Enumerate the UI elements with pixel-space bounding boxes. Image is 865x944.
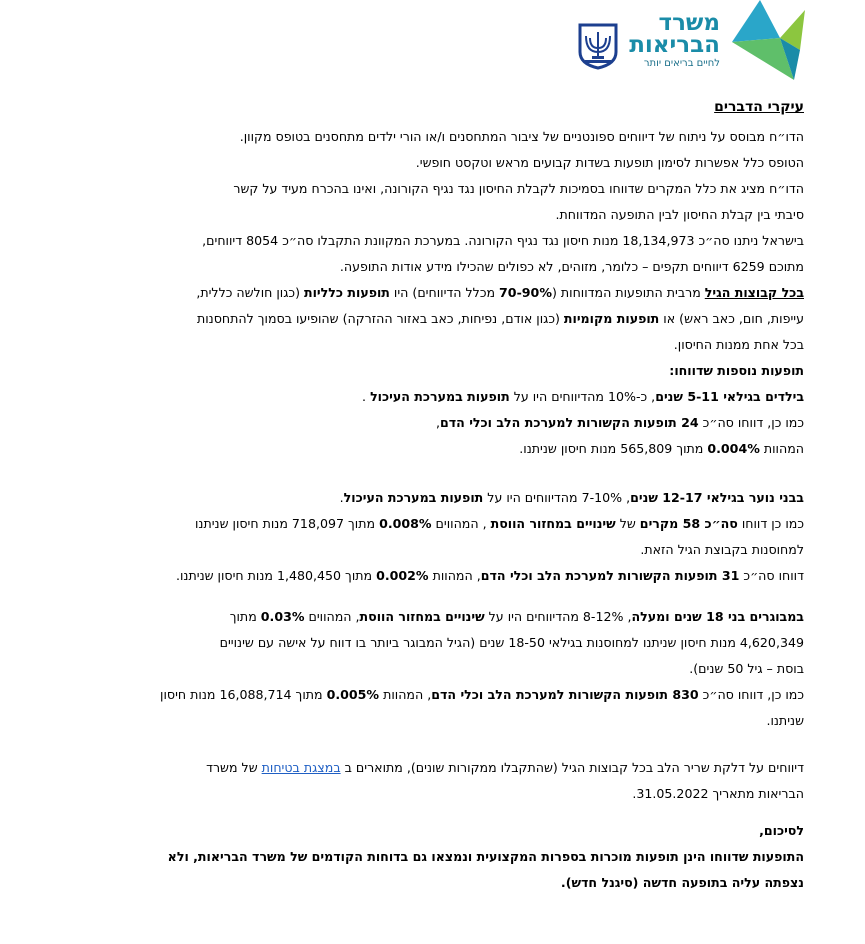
page-title: עיקרי הדברים <box>714 99 804 115</box>
paragraph-line: בישראל ניתנו סה״כ 18,134,973 מנות חיסון נגד נגיף הקורונה. במערכת המקוונת התקבלו סה״כ 8054 דיווחים, <box>202 233 804 248</box>
myocarditis-section <box>80 755 804 807</box>
paragraph-line: בכל אחת ממנות החיסון. <box>673 337 804 352</box>
paragraph-line: דיווחים על דלקת שריר הלב בכל קבוצות הגיל (שהתקבלו ממקורות שונים), מתוארים ב במצגת בטיחות של משרד <box>206 760 804 775</box>
ministry-name-line2: הבריאות <box>629 32 720 58</box>
ministry-logo-graphic-icon <box>720 0 805 86</box>
paragraph-line: הדו״ח מבוסס על ניתוח של דיווחים ספונטניים של ציבור המתחסנים ו/או הורי ילדים מתחסנים בטופס מקוון. <box>239 129 804 144</box>
teen-section <box>80 485 804 589</box>
paragraph-line: בילדים בגילאי 5-11 שנים, כ-10% מהדיווחים היו על תופעות במערכת העיכול . <box>362 389 804 404</box>
paragraph-line: עייפות, חום, כאב ראש) או תופעות מקומיות (כגון אודם, נפיחות, כאב באזור ההזרקה) שהופיעו בסמוך להתחסנות <box>196 311 804 326</box>
paragraph-line: במבוגרים בני 18 שנים ומעלה, 8-12% מהדיווחים היו על שינויים במחזור הווסת, המהווים 0.03% מתוך <box>229 609 804 624</box>
ministry-name-line1: משרד <box>658 10 720 36</box>
paragraph-line: למחוסנות בקבוצת הגיל הזאת. <box>640 542 804 557</box>
paragraph-line: כמו כן, דווחו סה״כ 24 תופעות הקשורות למערכת הלב וכלי הדם, <box>435 415 804 430</box>
ministry-tagline: לחיים בריאים יותר <box>643 58 720 69</box>
summary-heading: לסיכום, <box>759 823 804 838</box>
paragraph-line: הטופס כלל אפשרות לסימון תופעות בשדות קבועים מראש וטקסט חופשי. <box>415 155 804 170</box>
body-text <box>80 124 804 462</box>
paragraph-line: סיבתי בין קבלת החיסון לבין התופעה המדווחת. <box>555 207 804 222</box>
paragraph-line: הבריאות מתאריך 31.05.2022. <box>632 786 804 801</box>
paragraph-line: הדו״ח מציג את כלל המקרים שדווחו בסמיכות לקבלת החיסון נגד נגיף הקורונה, ואינו בהכרח מעיד על קשר <box>233 181 804 196</box>
safety-presentation-link[interactable]: במצגת בטיחות <box>261 760 341 775</box>
ministry-logo <box>555 0 805 82</box>
paragraph-line: שניתנו. <box>766 713 804 728</box>
paragraph-line: 4,620,349 מנות חיסון שניתנו למחוסנות בגילאי 18-50 שנים (הגיל המבוגר ביותר בו דווח על אישה עם שינויים <box>219 635 804 650</box>
paragraph-line: כמו כן, דווחו סה״כ 830 תופעות הקשורות למערכת הלב וכלי הדם, המהוות 0.005% מתוך 16,088,714 מנות חיסון <box>160 687 804 702</box>
paragraph-line: בבני נוער בגילאי 12-17 שנים, 7-10% מהדיווחים היו על תופעות במערכת העיכול. <box>339 490 804 505</box>
paragraph-line: המהוות 0.004% מתוך 565,809 מנות חיסון שניתנו. <box>519 441 804 456</box>
paragraph-line: מתוכם 6259 דיווחים תקפים – כלומר, מזוהים, לא כפולים שהכילו מידע אודות התופעה. <box>339 259 804 274</box>
paragraph-line: בוסת – גיל 50 שנים). <box>689 661 804 676</box>
section-heading: תופעות נוספות שדווחו: <box>669 363 804 378</box>
adult-section <box>80 604 804 734</box>
summary-line: נצפתה עליה בתופעה חדשה (סיגנל חדש). <box>560 875 804 890</box>
paragraph-line: דווחו סה״כ 31 תופעות הקשורות למערכת הלב וכלי הדם, המהוות 0.002% מתוך 1,480,450 מנות חיסון שניתנו. <box>176 568 804 583</box>
paragraph-line: כמו כן דווחו סה״כ 58 מקרים של שינויים במחזור הווסת , המהווים 0.008% מתוך 718,097 מנות חיסון שניתנו <box>194 516 804 531</box>
paragraph-line: בכל קבוצות הגיל מרבית התופעות המדווחות (70-90% מכלל הדיווחים) היו תופעות כלליות (כגון חולשה כללית, <box>196 285 804 300</box>
summary-section <box>80 818 804 896</box>
summary-line: התופעות שדווחו הינן תופעות מוכרות בספרות המקצועית ונמצאו גם בדוחות הקודמים של משרד הבריאות, ולא <box>167 849 804 864</box>
